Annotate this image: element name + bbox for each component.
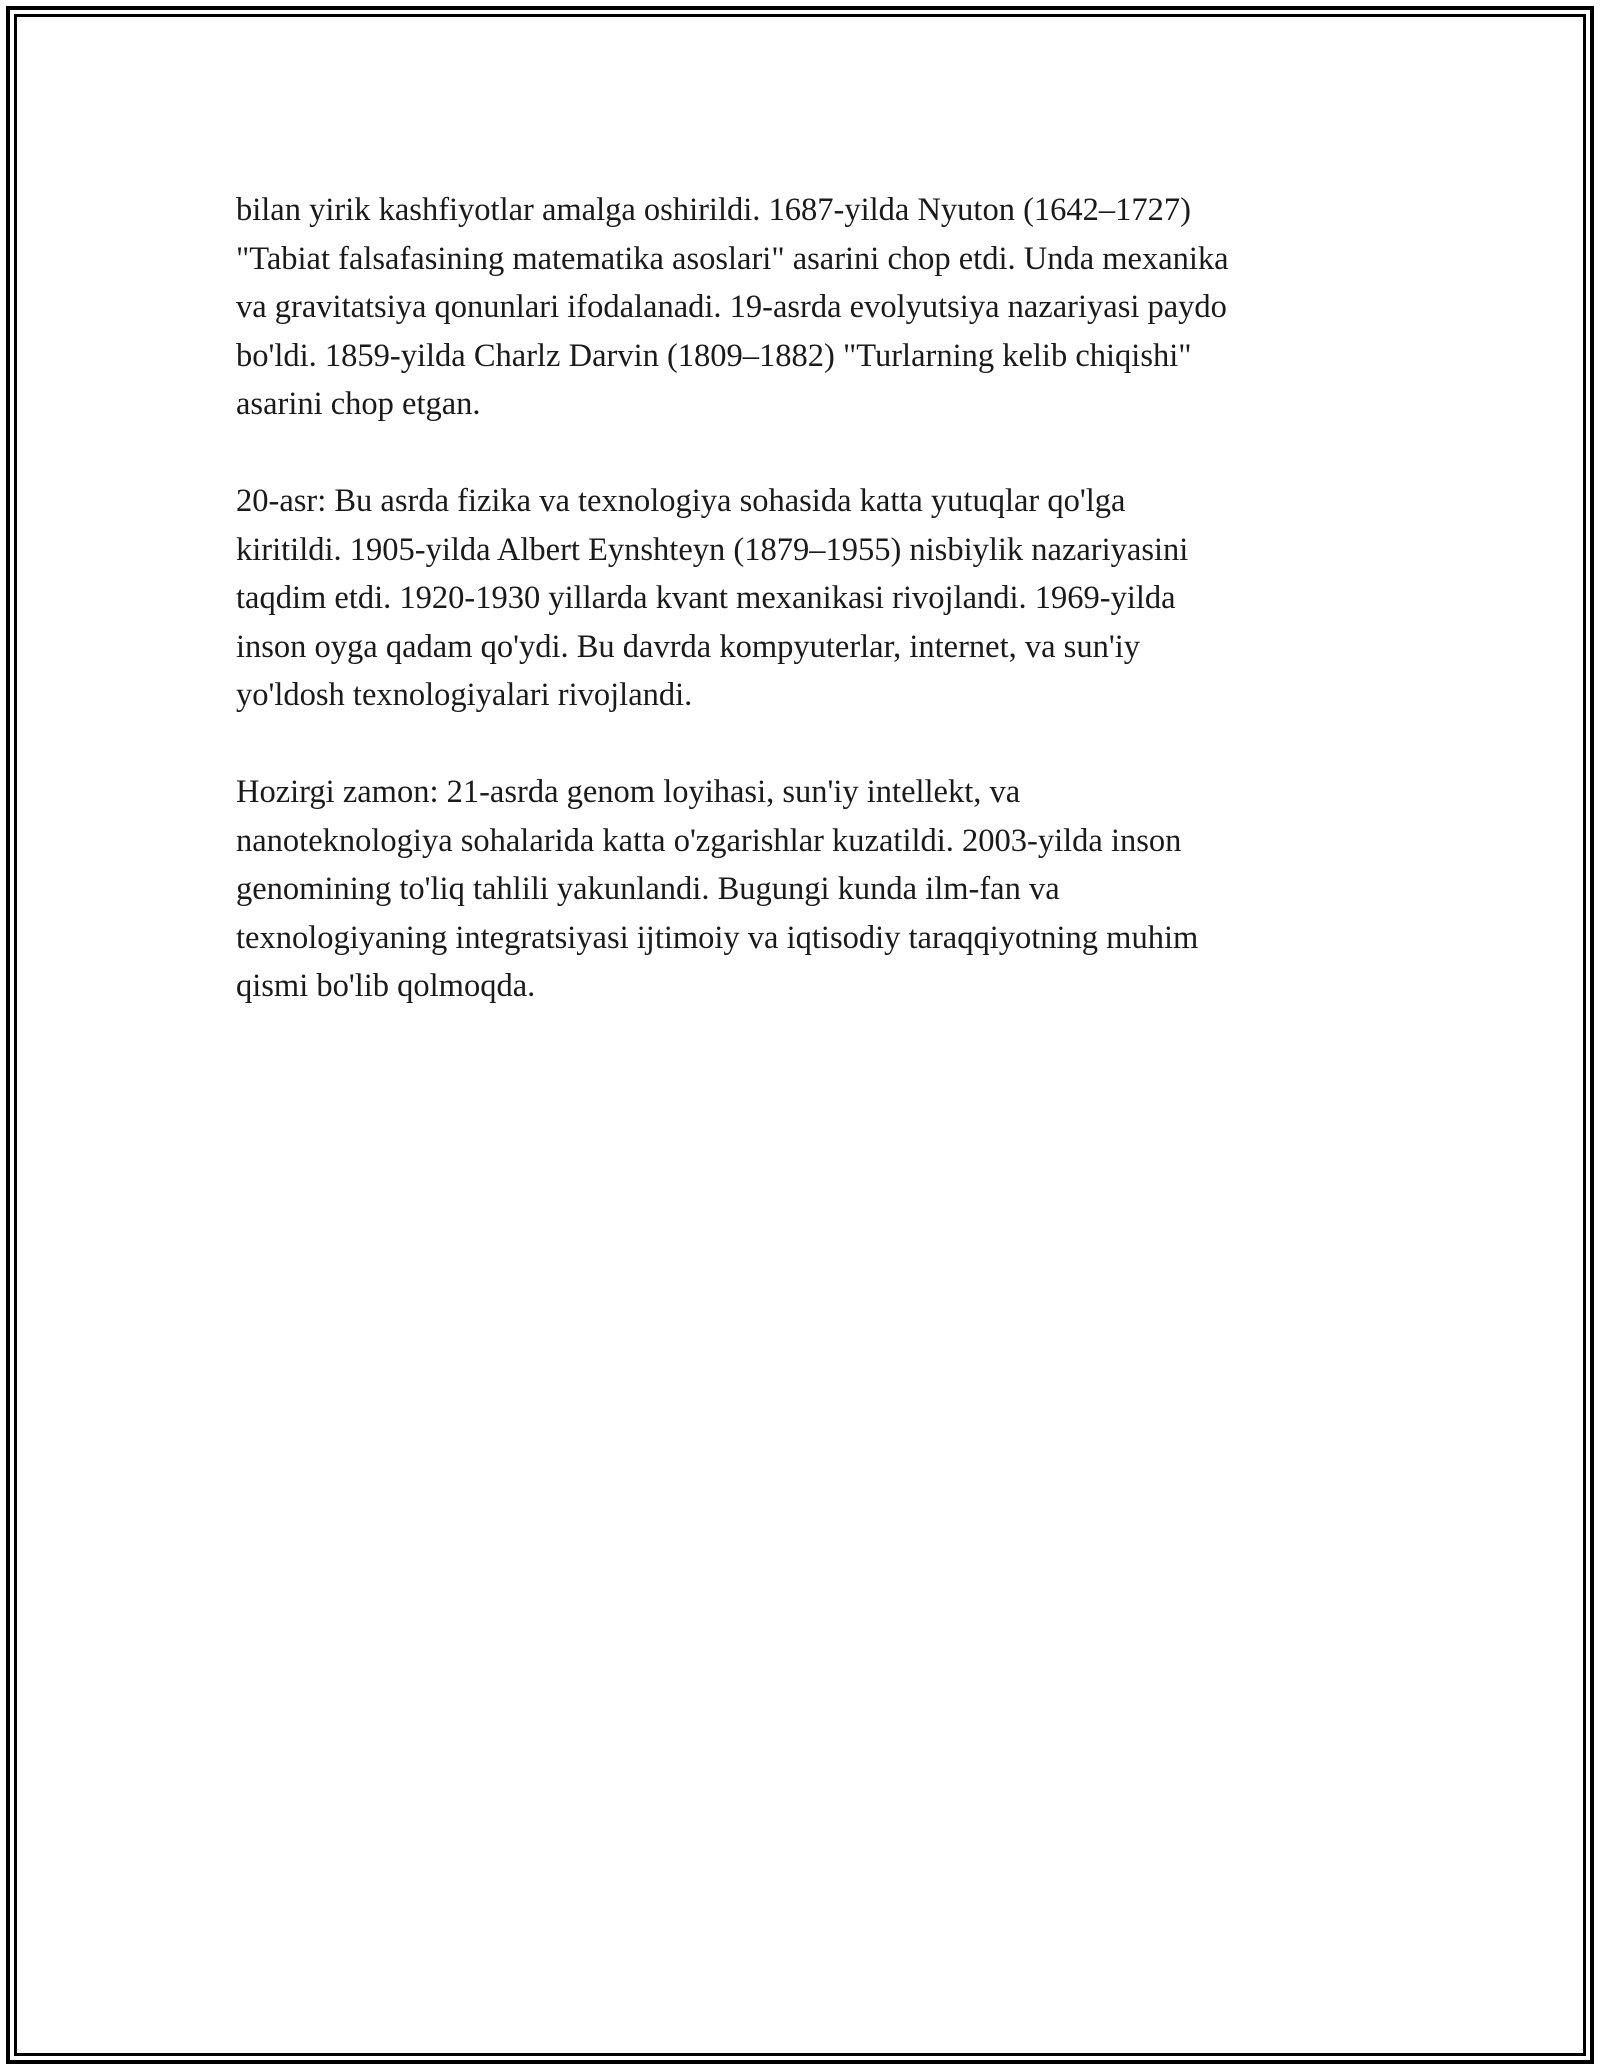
paragraph-line: texnologiyaning integratsiyasi ijtimoiy va iqtisodiy taraqqiyotning muhim bbox=[236, 919, 1199, 956]
paragraph-line: va gravitatsiya qonunlari ifodalanadi. 19-asrda evolyutsiya nazariyasi paydo bbox=[236, 289, 1227, 325]
paragraph-2 bbox=[236, 477, 1376, 720]
paragraph-line: "Tabiat falsafasining matematika asoslari" asarini chop etdi. Unda mexanika bbox=[236, 240, 1229, 277]
paragraph-3 bbox=[236, 768, 1376, 1011]
paragraph-1 bbox=[236, 186, 1376, 429]
paragraph-line: inson oyga qadam qo'ydi. Bu davrda kompyuterlar, internet, va sun'iy bbox=[236, 628, 1140, 665]
paragraph-line: asarini chop etgan. bbox=[236, 386, 481, 422]
paragraph-line: bilan yirik kashfiyotlar amalga oshirildi. 1687-yilda Nyuton (1642–1727) bbox=[236, 192, 1191, 228]
paragraph-line: taqdim etdi. 1920-1930 yillarda kvant mexanikasi rivojlandi. 1969-yilda bbox=[236, 580, 1176, 616]
paragraph-line: 20-asr: Bu asrda fizika va texnologiya sohasida katta yutuqlar qo'lga bbox=[236, 483, 1126, 519]
paragraph-line: kiritildi. 1905-yilda Albert Eynshteyn (1879–1955) nisbiylik nazariyasini bbox=[236, 531, 1189, 568]
paragraph-line: qismi bo'lib qolmoqda. bbox=[236, 968, 536, 1004]
paragraph-line: genomining to'liq tahlili yakunlandi. Bugungi kunda ilm-fan va bbox=[236, 871, 1060, 907]
document-body bbox=[236, 186, 1376, 1011]
paragraph-line: bo'ldi. 1859-yilda Charlz Darvin (1809–1882) "Turlarning kelib chiqishi" bbox=[236, 337, 1192, 374]
paragraph-line: yo'ldosh texnologiyalari rivojlandi. bbox=[236, 677, 693, 713]
paragraph-line: nanoteknologiya sohalarida katta o'zgarishlar kuzatildi. 2003-yilda inson bbox=[236, 822, 1182, 859]
paragraph-line: Hozirgi zamon: 21-asrda genom loyihasi, sun'iy intellekt, va bbox=[236, 774, 1021, 810]
